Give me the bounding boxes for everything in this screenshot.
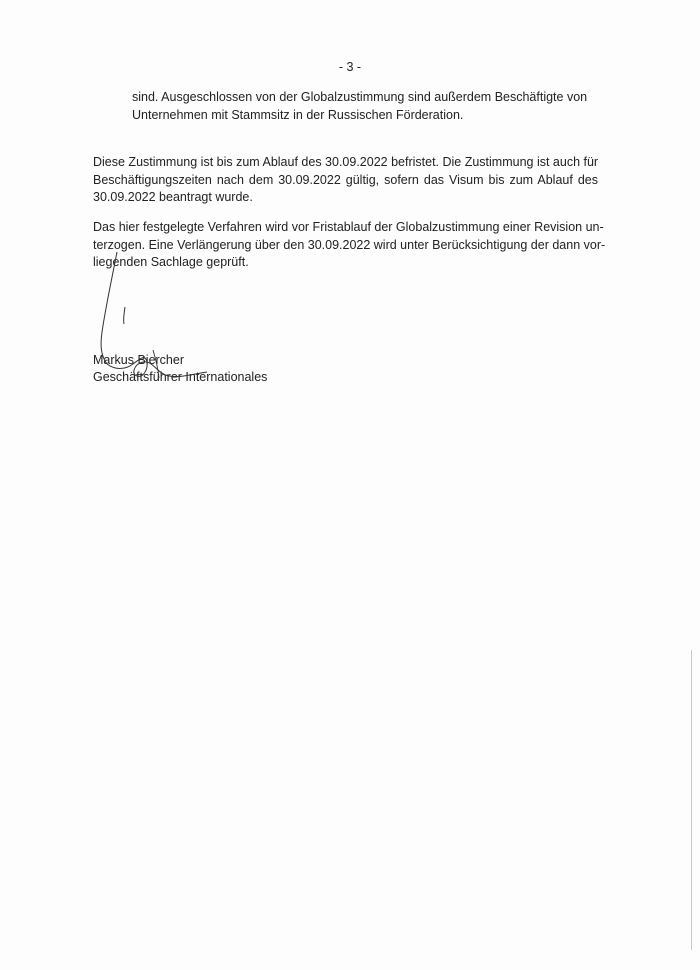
paragraph-line: terzogen. Eine Verlängerung über den 30.09.2022 wird unter Berücksichtigung der dann vor- bbox=[93, 237, 606, 252]
paragraph-line: 30.09.2022 beantragt wurde. bbox=[93, 190, 253, 204]
paragraph-line: Beschäftigungszeiten nach dem 30.09.2022 gültig, sofern das Visum bis zum Ablauf des bbox=[93, 172, 598, 187]
signatory-name: Markus Biercher bbox=[93, 353, 184, 367]
paragraph-line: Unternehmen mit Stammsitz in der Russischen Förderation. bbox=[132, 107, 464, 122]
page-number: - 3 - bbox=[338, 60, 362, 74]
signatory-title: Geschäftsführer Internationales bbox=[93, 370, 268, 384]
paragraph-exclusion bbox=[132, 89, 587, 124]
paragraph-validity bbox=[93, 154, 598, 207]
paragraph-line: sind. Ausgeschlossen von der Globalzustimmung sind außerdem Beschäftigte von bbox=[132, 90, 588, 104]
scan-edge-line bbox=[691, 650, 692, 950]
paragraph-revision bbox=[93, 219, 606, 272]
paragraph-line: liegenden Sachlage geprüft. bbox=[93, 255, 249, 269]
signature-block bbox=[93, 352, 267, 386]
paragraph-line: Das hier festgelegte Verfahren wird vor Fristablauf der Globalzustimmung einer Revision un- bbox=[93, 220, 604, 234]
paragraph-line: Diese Zustimmung ist bis zum Ablauf des 30.09.2022 befristet. Die Zustimmung ist auch für bbox=[93, 155, 599, 169]
